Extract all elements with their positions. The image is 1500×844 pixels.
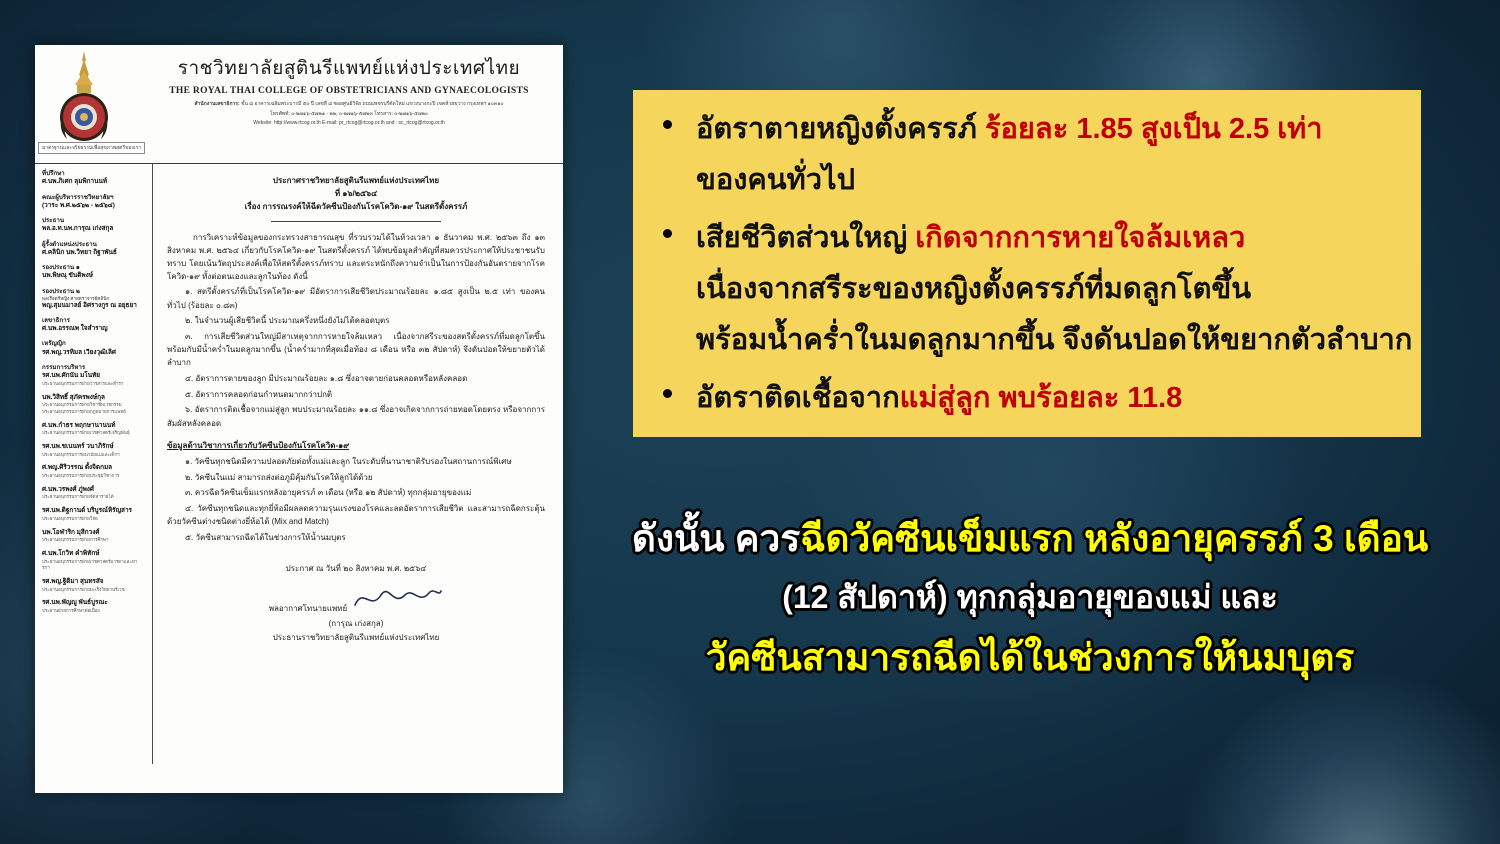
doc-numbered-item: ๔. อัตราการตายของลูก มีประมาณร้อยละ ๑.๘ ซึ่งอาจตายก่อนคลอดหรือหลังคลอด bbox=[185, 373, 468, 383]
doc-paragraph: การวิเคราะห์ข้อมูลของกระทรวงสาธารณสุข ที่รวบรวมได้ในห้วงเวลา ๑ ธันวาคม พ.ศ. ๒๕๖๓ ถึง ๑๓ สิงหาคม พ.ศ. ๒๕๖๔ เกี่ยวกับโรคโควิด-๑๙ ในสตรีตั้งครรภ์ ได้พบข้อมูลสำคัญที่สมควรประกาศให้ประชาชนรับทราบ โดยเน้นวัตถุประสงค์เพื่อให้สตรีตั้งครรภ์ทราบ และตระหนักถึงความจำเป็นในการป้องกันอันตรายจากโรคโควิด-๑๙ ทั้งต่อตนเองและลูกในท้อง ดังนี้ bbox=[167, 232, 545, 282]
banner-line bbox=[590, 639, 1470, 676]
highlighted-red-text: เกิดจากการหายใจล้มเหลว bbox=[915, 222, 1246, 254]
signature-row bbox=[167, 585, 545, 615]
sidebar-entry bbox=[42, 241, 143, 258]
doc-numbered-item: ๒. วัคซีนในแม่ สามารถส่งต่อภูมิคุ้มกันโรคให้ลูกได้ด้วย bbox=[185, 472, 373, 482]
doc-numbered-item: ๑. สตรีตั้งครรภ์ที่เป็นโรคโควิด-๑๙ มีอัตราการเสียชีวิตประมาณร้อยละ ๑.๘๕ สูงเป็น ๒.๕ เท่า ของคนทั่วไป (ร้อยละ ๐.๘๓) bbox=[167, 287, 545, 310]
bullet-black-text: อัตราตายหญิงตั้งครรภ์ bbox=[696, 113, 985, 145]
doc-items bbox=[167, 285, 545, 429]
sidebar-entry bbox=[42, 486, 143, 501]
doc-numbered-item: ๕. วัคซีนสามารถฉีดได้ในช่วงการให้น้ำนมบุตร bbox=[185, 532, 346, 542]
bullet-item bbox=[651, 104, 1401, 206]
sidebar-entry-role: ประธานอนุกรรมการฝ่ายเวชศาสตร์เจริญพันธุ์ bbox=[42, 430, 130, 436]
doc-numbered-item: ๓. ควรฉีดวัคซีนเข็มแรกหลังอายุครรภ์ ๓ เดือน (หรือ ๑๒ สัปดาห์) ทุกกลุ่มอายุของแม่ bbox=[185, 488, 472, 498]
sidebar-entry-title: เหรัญญิก bbox=[42, 340, 66, 348]
sidebar-entry-role: ประธานอนุกรรมการฝ่ายจัดหารายได้ bbox=[42, 494, 114, 500]
sidebar-entry-name: รศ.นพ.พัญญู พันธ์บูรณะ bbox=[42, 599, 108, 607]
bullet-dot bbox=[663, 389, 672, 398]
bullet-line bbox=[696, 104, 1323, 155]
banner-line bbox=[590, 520, 1470, 557]
key-facts-box bbox=[633, 90, 1421, 437]
announcement-document bbox=[35, 45, 563, 793]
bullet-black-text: อัตราติดเชื้อจาก bbox=[696, 382, 900, 414]
sidebar-entry-role: ประธานอนุกรรมการฝ่ายวารสารและตำรา bbox=[42, 380, 124, 386]
doc-main-text bbox=[153, 164, 561, 644]
doc-numbered-item: ๖. อัตราการติดเชื้อจากแม่สู่ลูก พบประมาณร้อยละ ๑๑.๘ ซึ่งอาจเกิดจากการถ่ายทอดโดยตรง หรือจากการสัมผัสหลังคลอด bbox=[167, 405, 545, 428]
sidebar-entry-role: ประธานอนุกรรมการฝ่ายกฎหมายการแพทย์ bbox=[42, 408, 126, 414]
sidebar-entry-role: ประธานฝ่ายการศึกษาต่อเนื่อง bbox=[42, 607, 100, 613]
banner-white-text: (12 สัปดาห์) ทุกกลุ่มอายุของแม่ และ bbox=[782, 579, 1278, 615]
highlighted-red-text: ร้อยละ 1.85 สูงเป็น 2.5 เท่า bbox=[984, 113, 1323, 145]
sidebar-entry bbox=[42, 578, 143, 593]
announcement-title-line1: ประกาศราชวิทยาลัยสูตินรีแพทย์แห่งประเทศไทย bbox=[272, 176, 440, 185]
sidebar-entry-role: ประธานอนุกรรมการฝ่ายวิจัย bbox=[42, 515, 98, 521]
bullet-dot bbox=[663, 229, 672, 238]
sidebar-entry-name: (วาระ พ.ศ.๒๕๖๒ - ๒๕๖๔) bbox=[42, 201, 115, 209]
sidebar-entry bbox=[42, 194, 143, 211]
sidebar-entry bbox=[42, 394, 143, 415]
org-name-english: THE ROYAL THAI COLLEGE OF OBSTETRICIANS AND GYNAECOLOGISTS bbox=[169, 86, 529, 96]
sidebar-entry-name: รศ.นพ.ดิฐกานต์ บริบูรณ์หิรัญสาร bbox=[42, 507, 132, 515]
sidebar-entry bbox=[42, 317, 143, 334]
org-motto-box: มาตรฐานและจริยธรรมเพื่อสุขภาพสตรีของเรา bbox=[38, 142, 145, 154]
sidebar-entry-title: คณะผู้บริหารราชวิทยาลัยฯ bbox=[42, 193, 114, 201]
doc-numbered-item: ๒. ในจำนวนผู้เสียชีวิตนี้ ประมาณครึ่งหนึ่งยังไม่ได้คลอดบุตร bbox=[185, 316, 390, 326]
section-heading: ข้อมูลด้านวิชาการเกี่ยวกับวัคซีนป้องกันโรคโควิด-๑๙ bbox=[167, 440, 350, 450]
sidebar-entry-title: ประธาน bbox=[42, 217, 65, 224]
sidebar-entry-name: รศ.นพ.ศักนัน มโนทัย bbox=[42, 372, 101, 380]
doc-numbered-item: ๕. อัตราการคลอดก่อนกำหนดมากกว่าปกติ bbox=[185, 389, 333, 399]
bullet-black-text: เนื่องจากสรีระของหญิงตั้งครรภ์ที่มดลูกโตขึ้น bbox=[696, 273, 1252, 305]
sidebar-entry bbox=[42, 464, 143, 479]
sidebar-entry-role: ประธานอนุกรรมการฝ่ายการศึกษา bbox=[42, 537, 109, 543]
bullet-black-text: พร้อมน้ำคร่ำในมดลูกมากขึ้น จึงดันปอดให้ขยากตัวลำบาก bbox=[696, 324, 1413, 356]
sidebar-entry-name: ศ.พญ.ศิริวรรณ ตั้งจิตกมล bbox=[42, 464, 113, 472]
bullet-black-text: เสียชีวิตส่วนใหญ่ bbox=[696, 222, 916, 254]
title-rule bbox=[271, 221, 441, 222]
banner-white-text: ดังนั้น ควร bbox=[631, 518, 801, 559]
sidebar-entry-name: พล.อ.ท.นพ.การุณ เก่งสกุล bbox=[42, 225, 114, 233]
letterhead bbox=[35, 45, 563, 164]
sidebar-entry-name: ศ.นพ.โกวิท คำพิทักษ์ bbox=[42, 550, 100, 558]
bullet-text bbox=[696, 373, 1182, 424]
sidebar-entry-role: ประธานอนุกรรมการอนามัยแม่และเด็กฯ bbox=[42, 451, 120, 457]
sidebar-entry-title: ที่ปรึกษา bbox=[42, 170, 65, 177]
announcement-subject: เรื่อง การรณรงค์ให้ฉีดวัคซีนป้องกันโรคโควิด-๑๙ ในสตรีตั้งครรภ์ bbox=[244, 202, 468, 212]
sidebar-entry-name: ศ.นพ.กำธร พฤกษานานนท์ bbox=[42, 421, 116, 429]
announcement-date: ประกาศ ณ วันที่ ๒๐ สิงหาคม พ.ศ. ๒๕๖๔ bbox=[285, 564, 427, 573]
sidebar-entry bbox=[42, 340, 143, 357]
bullet-line bbox=[696, 155, 1323, 206]
banner-line bbox=[590, 581, 1470, 613]
bullet-dot bbox=[663, 120, 672, 129]
sidebar-entry bbox=[42, 529, 143, 544]
sidebar-entry bbox=[42, 264, 143, 281]
sidebar-entry-role: ประธานอนุกรรมการฝ่ายมะเร็งวิทยานรีเวช bbox=[42, 586, 125, 592]
sidebar-entry bbox=[42, 507, 143, 522]
sidebar-entry-rank: พลเรือตรีหญิง ศาสตราจารย์คลินิก bbox=[42, 295, 110, 301]
sidebar-entry bbox=[42, 170, 143, 187]
recommendation-banner bbox=[590, 520, 1470, 700]
doc-numbered-item: ๑. วัคซีนทุกชนิดมีความปลอดภัยต่อทั้งแม่และลูก ในระดับที่นานาชาติรับรองในสถานการณ์พิเศษ bbox=[185, 456, 512, 466]
sidebar-entry-title: ผู้รั้งตำแหน่งประธาน bbox=[42, 240, 97, 248]
sidebar-entry-title: กรรมการบริหาร bbox=[42, 363, 86, 371]
doc-numbered-item: ๓. การเสียชีวิตส่วนใหญ่มีสาเหตุจากการหายใจล้มเหลว เนื่องจากสรีระของสตรีตั้งครรภ์ที่มดลูกโตขึ้น พร้อมกับมีน้ำคร่ำในมดลูกมากขึ้น (น้ำคร่ำมากที่สุดเมื่อท้อง ๘ เดือน หรือ ๓๒ สัปดาห์) จึงดันปอดให้ขยายตัวได้ลำบาก bbox=[167, 331, 545, 368]
bullet-line bbox=[696, 373, 1182, 424]
sidebar-entry-name: รศ.พญ.ฐิติมา สุนทรสัจ bbox=[42, 577, 104, 585]
sidebar-entry-name: ศ.นพ.วรพงศ์ ภู่พงศ์ bbox=[42, 485, 94, 493]
sidebar-entry-name: นพ.พิษณุ ขันติพงษ์ bbox=[42, 272, 93, 280]
address-line1: ชั้น ๘ อาคารเฉลิมพระบารมี ๕๐ ปี เลขที่ ๘ ซอยศูนย์วิจัย ถนนเพชรบุรีตัดใหม่ แขวงบางกะปิ เขตห้วยขวาง กรุงเทพฯ ๑๐๓๑๐ bbox=[241, 101, 504, 107]
sidebar-entry-name: ศ.นพ.ภิเศก ลุมพิกานนท์ bbox=[42, 178, 108, 186]
org-address bbox=[143, 100, 555, 129]
address-line2: โทรศัพท์: ๐-๒๗๑๖-๕๗๒๑ - ๒๒, ๐-๒๗๑๖-๕๗๒๓ โทรสาร: ๐-๒๗๑๖-๕๗๒๐ bbox=[270, 110, 428, 117]
signer-name: (การุณ เก่งสกุล) bbox=[328, 619, 384, 629]
rtcog-emblem-logo bbox=[55, 51, 113, 150]
bullet-item bbox=[651, 373, 1401, 424]
bullet-text bbox=[696, 104, 1323, 206]
sidebar-entry bbox=[42, 550, 143, 571]
sidebar-entry bbox=[42, 288, 143, 311]
sidebar-entry-name: ศ.คลินิก นพ.วิทยา ถิฐาพันธ์ bbox=[42, 248, 117, 256]
sidebar-entry-role: ประธานอนุกรรมการฝ่ายประชุมวิชาการ bbox=[42, 473, 120, 479]
bullet-line bbox=[696, 264, 1412, 315]
signature-icon bbox=[351, 585, 443, 615]
announcement-number: ที่ ๑๖/๒๕๖๔ bbox=[334, 189, 378, 199]
sidebar-entry bbox=[42, 364, 143, 387]
signer-position: ประธานราชวิทยาลัยสูตินรีแพทย์แห่งประเทศไทย bbox=[272, 632, 440, 642]
bullet-black-text: ของคนทั่วไป bbox=[696, 164, 856, 196]
sidebar-entry-name: ศ.นพ.อรรณพ ใจสำราญ bbox=[42, 325, 108, 333]
banner-yellow-text: ฉีดวัคซีนเข็มแรก หลังอายุครรภ์ 3 เดือน bbox=[800, 518, 1429, 559]
sidebar-entry-title: เลขาธิการ bbox=[42, 316, 70, 324]
sidebar-entry-name: พญ.สุมนมาลย์ อิศรางกูร ณ อยุธยา bbox=[42, 301, 137, 309]
sidebar-entry bbox=[42, 443, 143, 458]
org-name-thai: ราชวิทยาลัยสูตินรีแพทย์แห่งประเทศไทย bbox=[177, 57, 521, 79]
sidebar-entry-role: ประธานอนุกรรมการฝ่ายวิชาชีพเวชกรรม bbox=[42, 402, 122, 408]
doc-sidebar bbox=[35, 164, 147, 621]
doc-numbered-item: ๔. วัคซีนทุกชนิดและทุกยี่ห้อมีผลลดความรุนแรงของโรคและลดอัตราการเสียชีวิต และสามารถฉีดกระตุ้นด้วยวัคซีนต่างชนิดต่างยี่ห้อได้ (Mix and Match) bbox=[167, 503, 545, 527]
address-label: สำนักงานเลขาธิการ: bbox=[194, 101, 240, 107]
signer-prefix: พลอากาศโทนายแพทย์ bbox=[268, 604, 348, 614]
sidebar-entry-title: รองประธาน ๑ bbox=[42, 264, 80, 271]
highlighted-red-text: แม่สู่ลูก พบร้อยละ 11.8 bbox=[899, 382, 1183, 414]
sidebar-entry-role: ประธานอนุกรรมการฝ่ายเวชศาสตร์มารดาและทารกฯ bbox=[42, 558, 138, 571]
sidebar-entry-title: รองประธาน ๒ bbox=[42, 287, 80, 295]
sidebar-entry-name: รศ.นพ.ชเนนทร์ วนาภิรักษ์ bbox=[42, 442, 114, 450]
sidebar-entry bbox=[42, 217, 143, 234]
sidebar-entry bbox=[42, 599, 143, 614]
sidebar-entry-name: นพ.วิสิทธิ์ สุภัครพงษ์กุล bbox=[42, 393, 105, 401]
sidebar-entry-name: รศ.พญ.วรทิมล เวียงวุฒิเลิศ bbox=[42, 348, 116, 356]
banner-yellow-text: วัคซีนสามารถฉีดได้ในช่วงการให้นมบุตร bbox=[705, 637, 1355, 678]
bullet-item bbox=[651, 213, 1413, 366]
bullet-text bbox=[696, 213, 1412, 366]
sidebar-entry-name: นพ.โอฬาริก มุสิกวงศ์ bbox=[42, 528, 100, 536]
sidebar-entry bbox=[42, 422, 143, 437]
bullet-line bbox=[696, 213, 1412, 264]
address-line3: Website: http://www.rtcog.or.th E-mail: pr_rtcog@rtcog.or.th and : sc_rtcog@rtcog.or.th bbox=[253, 120, 445, 126]
bullet-line bbox=[696, 315, 1412, 366]
doc-section-items bbox=[167, 455, 545, 544]
